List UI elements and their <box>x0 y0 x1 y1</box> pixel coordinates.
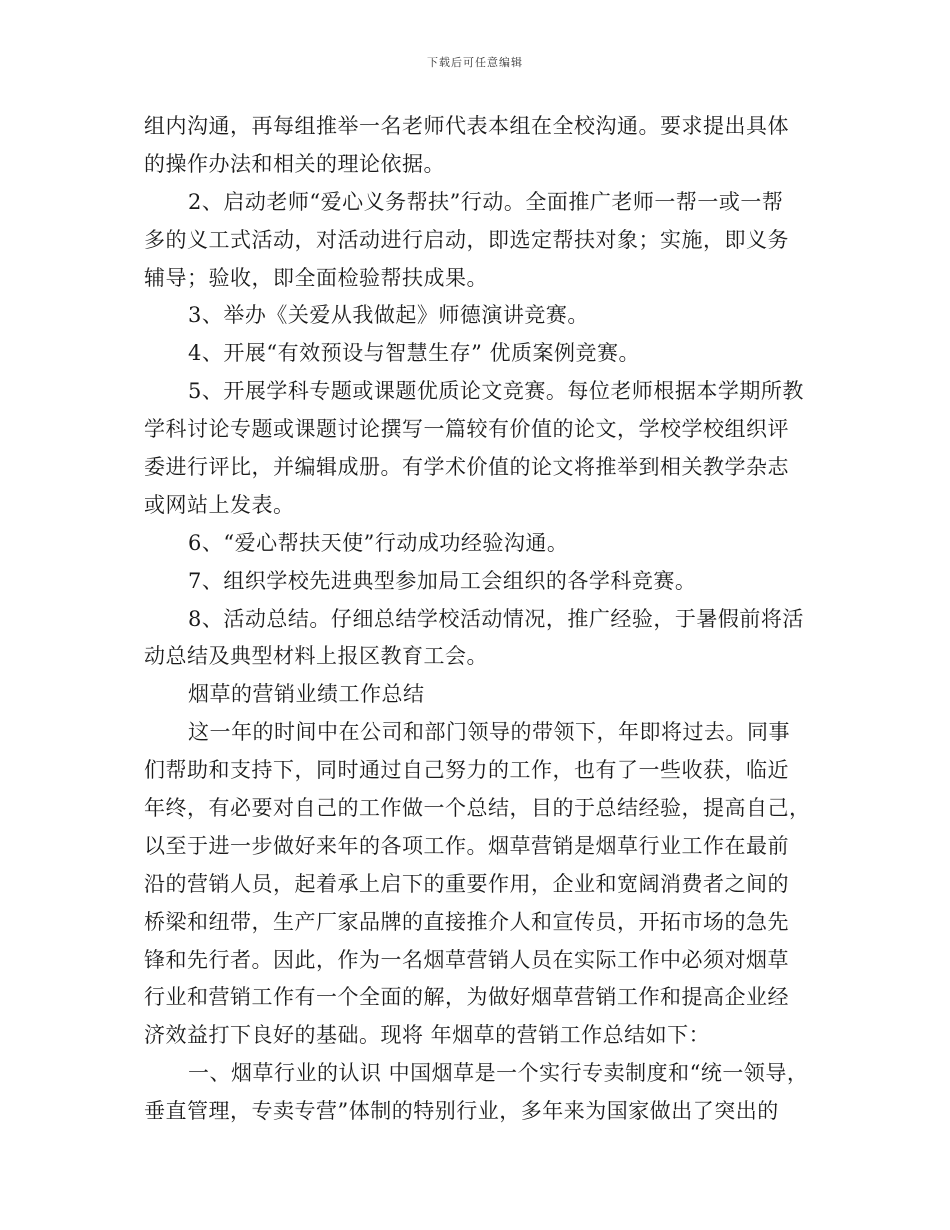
text-line: 沿的营销人员，起着承上启下的重要作用，企业和宽阔消费者之间的 <box>144 871 789 896</box>
text-line: 一、烟草行业的认识 中国烟草是一个实行专卖制度和“统一领导， <box>188 1061 809 1086</box>
text-line: 以至于进一步做好来年的各项工作。烟草营销是烟草行业工作在最前 <box>144 833 789 858</box>
text-line: 4、开展“有效预设与智慧生存” 优质案例竞赛。 <box>188 341 641 366</box>
text-line: 7、组织学校先进典型参加局工会组织的各学科竞赛。 <box>188 568 697 593</box>
text-line: 2、启动老师“爱心义务帮扶”行动。全面推广老师一帮一或一帮 <box>188 189 784 214</box>
page-header-note: 下载后可任意编辑 <box>427 56 523 69</box>
text-line: 8、活动总结。仔细总结学校活动情况，推广经验，于暑假前将活 <box>188 606 804 631</box>
text-line: 或网站上发表。 <box>144 492 295 517</box>
text-line: 委进行评比，并编辑成册。有学术价值的论文将推举到相关教学杂志 <box>144 455 789 480</box>
text-line: 桥梁和纽带，生产厂家品牌的直接推介人和宣传员，开拓市场的急先 <box>144 909 789 934</box>
text-line: 的操作办法和相关的理论依据。 <box>144 151 445 176</box>
text-line: 烟草的营销业绩工作总结 <box>188 682 425 707</box>
text-line: 行业和营销工作有一个全面的解，为做好烟草营销工作和提高企业经 <box>144 985 789 1010</box>
document-body <box>144 108 816 1131</box>
text-line: 辅导；验收，即全面检验帮扶成果。 <box>144 265 488 290</box>
text-line: 动总结及典型材料上报区教育工会。 <box>144 644 488 669</box>
text-line: 们帮助和支持下，同时通过自己努力的工作，也有了一些收获，临近 <box>144 758 789 783</box>
text-line: 组内沟通，再每组推举一名老师代表本组在全校沟通。要求提出具体 <box>144 114 789 138</box>
text-line: 6、“爱心帮扶天使”行动成功经验沟通。 <box>188 530 569 555</box>
text-line: 5、开展学科专题或课题优质论文竞赛。每位老师根据本学期所教 <box>188 379 804 404</box>
text-line: 济效益打下良好的基础。现将 年烟草的营销工作总结如下： <box>144 1023 711 1048</box>
text-line: 锋和先行者。因此，作为一名烟草营销人员在实际工作中必须对烟草 <box>144 947 789 972</box>
text-line: 年终，有必要对自己的工作做一个总结，目的于总结经验，提高自己， <box>144 796 811 821</box>
text-line: 3、举办《关爱从我做起》师德演讲竞赛。 <box>188 303 589 328</box>
text-line: 这一年的时间中在公司和部门领导的带领下，年即将过去。同事 <box>188 720 790 745</box>
text-line: 垂直管理，专卖专营”体制的特别行业，多年来为国家做出了突出的 <box>144 1099 779 1124</box>
text-line: 学科讨论专题或课题讨论撰写一篇较有价值的论文，学校学校组织评 <box>144 417 789 442</box>
text-line: 多的义工式活动，对活动进行启动，即选定帮扶对象；实施，即义务 <box>144 227 789 252</box>
